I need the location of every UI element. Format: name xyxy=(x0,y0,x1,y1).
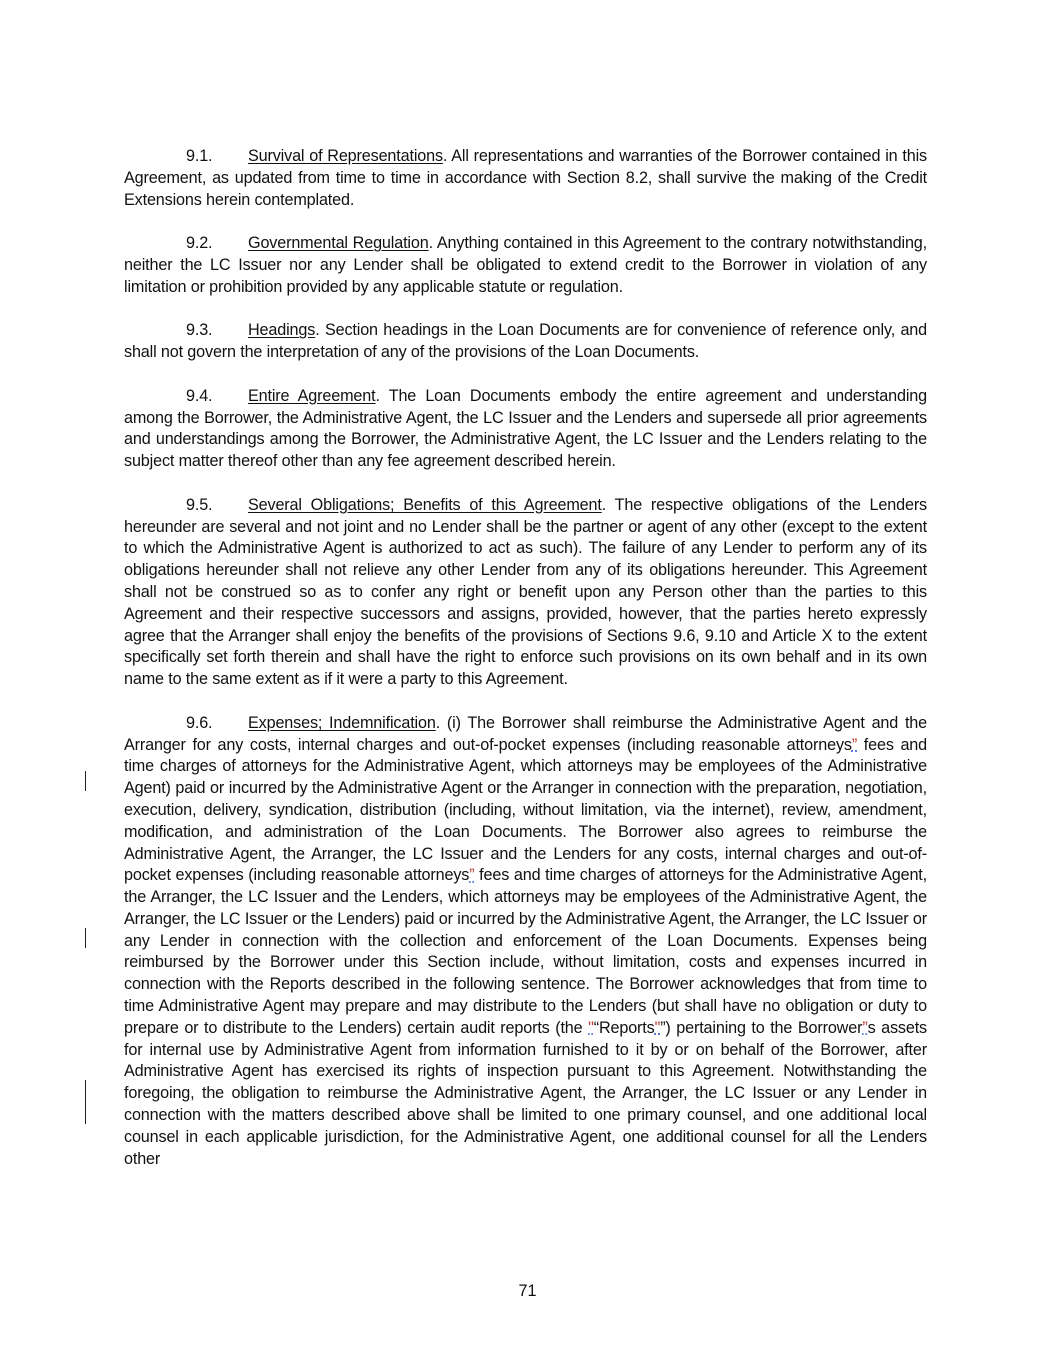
section-number: 9.4. xyxy=(186,386,213,405)
section-text: s assets for internal use by Administrative Agent from information furnished to it by or on behalf of the Borrower, after Administrative Agent has exercised its rights of inspection pursuant to this Agreement. Notwithstanding the foregoing, the obligation to reimburse the Administrative Agent, the Arranger, the LC Issuer or any Lender in connection with the matters described above shall be limited to one primary counsel, and one additional local counsel in each applicable jurisdiction, for the Administrative Agent, one additional counsel for all the Lenders other xyxy=(124,1018,927,1168)
section-number: 9.6. xyxy=(186,713,213,732)
change-bar xyxy=(85,1080,86,1124)
section-heading: Entire Agreement xyxy=(248,386,376,405)
section-heading: Several Obligations; Benefits of this Agreement xyxy=(248,495,602,514)
section-9-4 xyxy=(124,386,927,473)
section-text: fees and time charges of attorneys for the Administrative Agent, which attorneys may be employees of the Administrative Agent) paid or incurred by the Administrative Agent or the Arranger in connection with the preparation, negotiation, execution, delivery, syndication, distribution (including, without limitation, via the internet), review, amendment, modification, and administration of the Loan Documents. The Borrower also agrees to reimburse the Administrative Agent, the Arranger, the LC Issuer and the Lenders for any costs, internal charges and out-of-pocket expenses (including reasonable attorneys xyxy=(124,735,928,885)
heading-punct: . xyxy=(435,713,447,732)
section-heading: Governmental Regulation xyxy=(248,234,429,253)
section-heading: Expenses; Indemnification xyxy=(248,713,436,732)
tracked-change-mark: " xyxy=(654,1018,661,1037)
section-9-2 xyxy=(124,233,927,298)
change-bar xyxy=(85,928,86,948)
heading-punct: . xyxy=(375,386,389,405)
heading-punct: . xyxy=(315,321,325,340)
section-text: fees and time charges of attorneys for the Administrative Agent, the Arranger, the LC Issuer and the Lenders, which attorneys may be employees of the Administrative Agent, the Arranger, the LC Issuer or the Lenders) paid or incurred by the Administrative Agent, the Arranger, the LC Issuer or any Lender in connection with the collection and enforcement of the Loan Documents. Expenses being reimbursed by the Borrower under this Section include, without limitation, costs and expenses incurred in connection with the Reports described in the following sentence. The Borrower acknowledges that from time to time Administrative Agent may prepare and may distribute to the Lenders (but shall have no obligation or duty to prepare or to distribute to the Lenders) certain audit reports (the xyxy=(124,866,927,1037)
tracked-change-mark: " xyxy=(588,1018,594,1037)
section-9-3 xyxy=(124,320,927,364)
section-text: The respective obligations of the Lenders hereunder are several and not joint and no Lender shall be the partner or agent of any other (except to the extent to which the Administrative Agent is authorized to act as such). The failure of any Lender to perform any of its obligations hereunder shall not relieve any other Lender from any of its obligations hereunder. This Agreement shall not be construed so as to confer any right or benefit upon any Person other than the parties to this Agreement and their respective successors and assigns, provided, however, that the parties hereto expressly agree that the Arranger shall enjoy the benefits of the provisions of Sections 9.6, 9.10 and Article X to the extent specifically set forth therein and shall have the right to enforce such provisions on its own behalf and in its own name to the same extent as if it were a party to this Agreement. xyxy=(124,495,928,689)
section-text: Section headings in the Loan Documents are for convenience of reference only, and shall not govern the interpretation of any of the provisions of the Loan Documents. xyxy=(124,321,927,362)
section-text: (i) The Borrower shall reimburse the Administrative Agent and the Arranger for any costs, internal charges and out-of-pocket expenses (including reasonable attorneys xyxy=(124,713,927,754)
section-heading: Survival of Representations xyxy=(248,147,443,165)
section-heading: Headings xyxy=(248,321,316,340)
heading-punct: . xyxy=(442,147,452,165)
tracked-change-mark: ” xyxy=(862,1018,868,1037)
section-number: 9.5. xyxy=(186,495,213,514)
tracked-change-mark: ” xyxy=(469,866,475,885)
change-bar xyxy=(85,771,86,791)
section-text: All representations and warranties of the Borrower contained in this Agreement, as updated from time to time in accordance with Section 8.2, shall survive the making of the Credit Extensions herein contemplated. xyxy=(124,147,927,209)
section-9-6 xyxy=(124,713,927,1171)
section-text: The Loan Documents embody the entire agreement and understanding among the Borrower, the Administrative Agent, the LC Issuer and the Lenders and supersede all prior agreements and understandings among the Borrower, the Administrative Agent, the LC Issuer and the Lenders relating to the subject matter thereof other than any fee agreement described herein. xyxy=(124,386,927,471)
section-number: 9.3. xyxy=(186,321,213,340)
section-number: 9.1. xyxy=(186,147,213,165)
page-number: 71 xyxy=(518,1282,537,1300)
section-9-1 xyxy=(124,146,927,211)
document-body xyxy=(124,146,927,1192)
heading-punct: . xyxy=(428,234,437,253)
section-text: ”) pertaining to the Borrower xyxy=(660,1018,863,1037)
section-number: 9.2. xyxy=(186,234,213,253)
tracked-change-mark: ” xyxy=(851,735,858,754)
section-9-5 xyxy=(124,495,927,691)
heading-punct: . xyxy=(601,495,615,514)
section-text: “Reports xyxy=(593,1018,655,1037)
section-text: Anything contained in this Agreement to the contrary notwithstanding, neither the LC Issuer nor any Lender shall be obligated to extend credit to the Borrower in violation of any limitation or prohibition provided by any applicable statute or regulation. xyxy=(124,234,927,296)
